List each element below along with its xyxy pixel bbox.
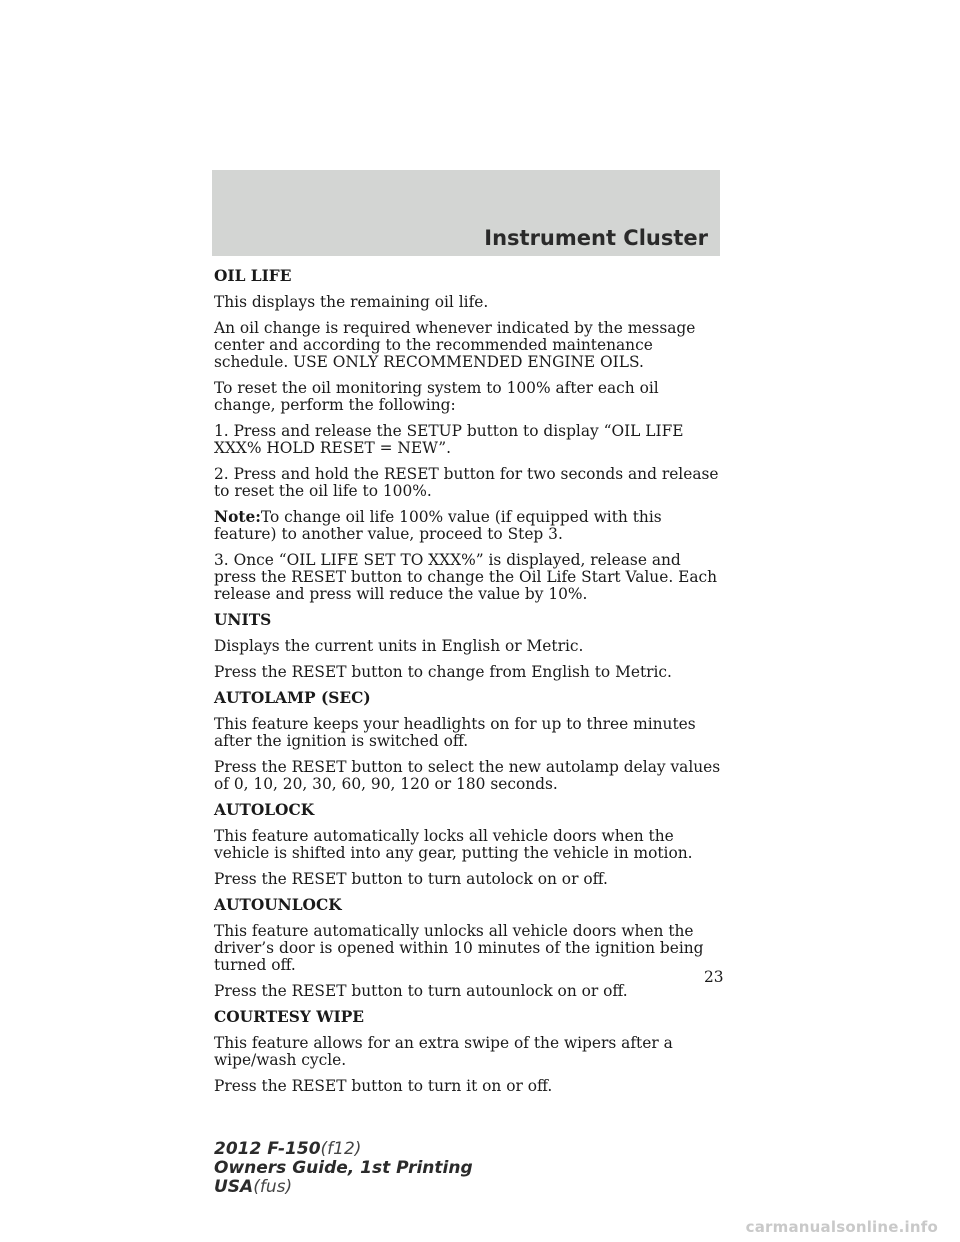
section-header-band xyxy=(212,170,720,256)
autolamp-paragraph: This feature keeps your headlights on for up to three minutes after the ignition is switched off. xyxy=(214,715,696,750)
autounlock-paragraph: This feature automatically unlocks all vehicle doors when the driver’s door is opened within 10 minutes of the ignition being turned off. xyxy=(214,922,704,974)
autounlock-section xyxy=(214,897,722,1000)
note-label: Note: xyxy=(214,508,261,526)
autolamp-paragraph: Press the RESET button to select the new autolamp delay values of 0, 10, 20, 30, 60, 90, 120 or 180 seconds. xyxy=(214,758,721,793)
units-paragraph: Press the RESET button to change from English to Metric. xyxy=(214,663,672,681)
footer-line-model xyxy=(214,1140,473,1159)
section-title: Instrument Cluster xyxy=(484,226,708,250)
oil-life-heading: OIL LIFE xyxy=(214,267,292,285)
footer-line-printing: Owners Guide, 1st Printing xyxy=(214,1158,473,1178)
print-footer xyxy=(214,1140,473,1197)
units-heading: UNITS xyxy=(214,611,272,629)
autounlock-heading: AUTOUNLOCK xyxy=(214,896,342,914)
watermark[interactable]: carmanualsonline.info xyxy=(745,1218,938,1236)
footer-model: 2012 F-150 xyxy=(214,1139,321,1159)
oil-life-section xyxy=(214,268,722,603)
footer-line-market xyxy=(214,1178,473,1197)
autounlock-paragraph: Press the RESET button to turn autounlock on or off. xyxy=(214,982,628,1000)
units-section xyxy=(214,612,722,681)
note-text: To change oil life 100% value (if equipped with this feature) to another value, proceed to Step 3. xyxy=(214,508,662,543)
oil-life-step-2: 2. Press and hold the RESET button for two seconds and release to reset the oil life to 100%. xyxy=(214,465,719,500)
oil-life-step-3: 3. Once “OIL LIFE SET TO XXX%” is displayed, release and press the RESET button to change the Oil Life Start Value. Each release and press will reduce the value by 10%. xyxy=(214,551,718,603)
footer-market-code: (fus) xyxy=(253,1177,293,1197)
autolamp-section xyxy=(214,690,722,793)
courtesy-wipe-paragraph: Press the RESET button to turn it on or off. xyxy=(214,1077,553,1095)
oil-life-step-1: 1. Press and release the SETUP button to display “OIL LIFE XXX% HOLD RESET = NEW”. xyxy=(214,422,684,457)
units-paragraph: Displays the current units in English or Metric. xyxy=(214,637,584,655)
oil-life-paragraph: An oil change is required whenever indicated by the message center and according to the recommended maintenance schedule. USE ONLY RECOMMENDED ENGINE OILS. xyxy=(214,319,696,371)
autolock-heading: AUTOLOCK xyxy=(214,801,315,819)
autolamp-heading: AUTOLAMP (SEC) xyxy=(214,689,371,707)
courtesy-wipe-heading: COURTESY WIPE xyxy=(214,1008,365,1026)
autolock-section xyxy=(214,802,722,888)
page-content xyxy=(214,268,722,1104)
oil-life-note xyxy=(214,509,722,543)
footer-market: USA xyxy=(214,1177,254,1197)
autolock-paragraph: Press the RESET button to turn autolock on or off. xyxy=(214,870,608,888)
courtesy-wipe-section xyxy=(214,1009,722,1095)
page-number: 23 xyxy=(704,968,724,986)
footer-model-code: (f12) xyxy=(320,1139,362,1159)
oil-life-paragraph: This displays the remaining oil life. xyxy=(214,293,489,311)
oil-life-paragraph: To reset the oil monitoring system to 100% after each oil change, perform the following: xyxy=(214,379,659,414)
autolock-paragraph: This feature automatically locks all vehicle doors when the vehicle is shifted into any gear, putting the vehicle in motion. xyxy=(214,827,693,862)
courtesy-wipe-paragraph: This feature allows for an extra swipe of the wipers after a wipe/wash cycle. xyxy=(214,1034,673,1069)
